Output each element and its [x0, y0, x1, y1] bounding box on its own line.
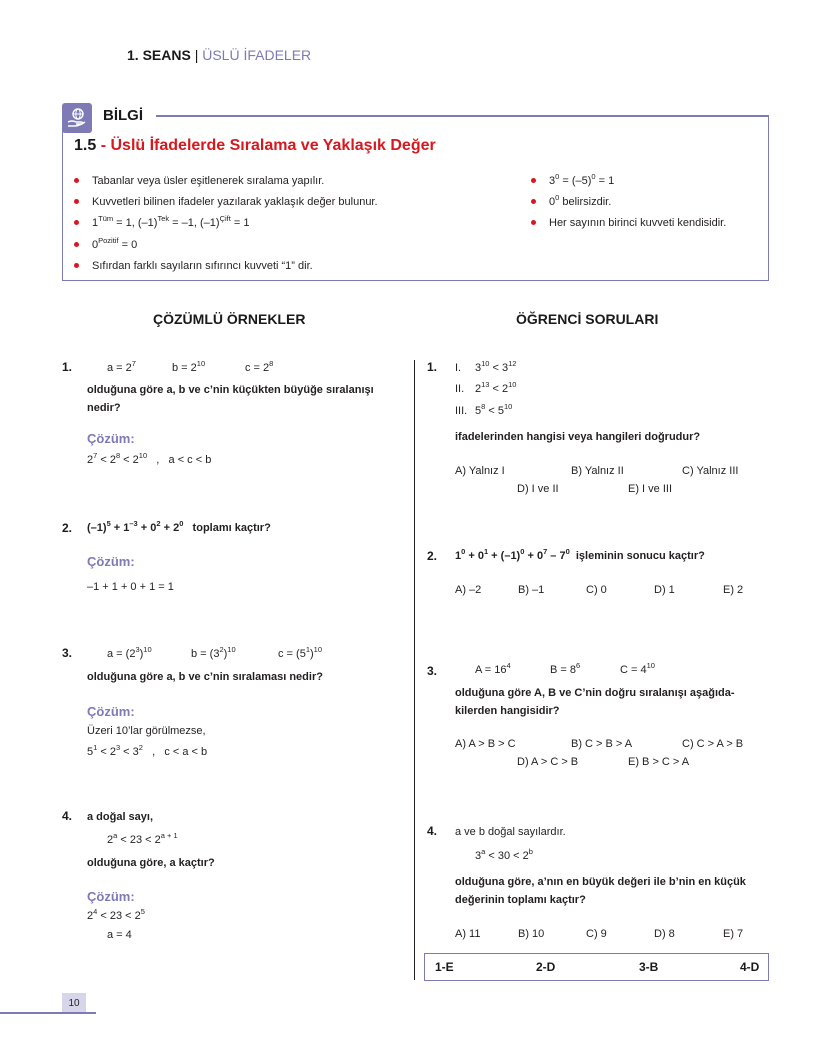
option-e[interactable]: E) I ve III: [628, 483, 673, 495]
student-questions-heading: ÖĞRENCİ SORULARI: [516, 311, 659, 327]
answer-key-item: 1-E: [435, 960, 454, 974]
solved-q3-number: 3.: [62, 646, 73, 660]
info-bullet: [92, 236, 138, 251]
solution-label: Çözüm:: [87, 704, 135, 719]
math-part: (–1): [87, 522, 107, 534]
math-exp: 3: [115, 743, 121, 752]
math-exp: 10: [227, 645, 236, 654]
bullet-dot-icon: [531, 199, 536, 204]
student-q4-given: a ve b doğal sayılardır.: [455, 826, 566, 838]
solved-q1-solution: [87, 451, 212, 466]
math-part: 5: [475, 405, 482, 417]
math-part: 1: [455, 550, 462, 562]
math-part: = (–5): [559, 175, 592, 187]
info-box-top-rule: [156, 115, 769, 117]
student-q1-item: [455, 380, 517, 395]
solved-q2-solution: –1 + 1 + 0 + 1 = 1: [87, 581, 174, 593]
solved-q4-inequality: [107, 831, 178, 846]
bullet-dot-icon: [531, 220, 536, 225]
math-part: c = 2: [245, 362, 270, 374]
math-part: 2: [475, 383, 482, 395]
math-exp: 1: [483, 547, 489, 556]
math-exp: 10: [313, 645, 323, 654]
math-exp: 0: [565, 547, 570, 556]
math-exp: b: [528, 847, 533, 856]
bullet-text: Tabanlar veya üsler eşitlenerek sıralama yapılır.: [92, 175, 325, 187]
math-exp: 7: [543, 547, 548, 556]
math-exp: 12: [508, 359, 517, 368]
math-part: işleminin sonucu kaçtır?: [569, 550, 705, 562]
math-exp: 2: [219, 645, 224, 654]
math-part: , a < c < b: [147, 454, 212, 466]
session-label: 1. SEANS: [127, 47, 191, 63]
math-exp: 1: [305, 645, 310, 654]
option-e[interactable]: E) 7: [723, 928, 744, 940]
student-q4-inequality: [475, 847, 533, 862]
option-d[interactable]: D) 8: [654, 928, 675, 940]
answer-key-item: 2-D: [536, 960, 556, 974]
math-part: = 0: [118, 239, 138, 251]
math-part: < 5: [485, 405, 504, 417]
math-exp: 8: [269, 359, 274, 368]
math-exp: 5: [140, 907, 145, 916]
student-q3-text-cont: kilerden hangisidir?: [455, 705, 560, 717]
math-part: B = 8: [550, 664, 576, 676]
solved-q1-text: olduğuna göre a, b ve c’nin küçükten büyüğe sıralanışı: [87, 384, 374, 396]
info-bullet: [92, 260, 313, 272]
math-exp: Tüm: [98, 214, 114, 223]
math-part: < 3: [120, 746, 139, 758]
bullet-dot-icon: [74, 178, 79, 183]
math-part: ): [139, 648, 144, 660]
math-part: 2: [87, 910, 94, 922]
math-exp: Çift: [219, 214, 231, 223]
student-q3-text: olduğuna göre A, B ve C’nin doğru sıralanışı aşağıda-: [455, 687, 735, 699]
roman-numeral: II.: [455, 383, 465, 395]
topic-number: 1.5: [74, 137, 97, 154]
solved-q4-number: 4.: [62, 809, 73, 823]
math-exp: 10: [481, 359, 490, 368]
math-exp: 0: [461, 547, 466, 556]
option-b[interactable]: B) Yalnız II: [571, 465, 624, 477]
math-exp: 4: [93, 907, 98, 916]
math-exp: 0: [555, 193, 560, 202]
solved-q4-solution: [87, 907, 145, 922]
math-part: 2: [87, 454, 94, 466]
student-q2-text: [455, 547, 705, 562]
option-a[interactable]: A) 11: [455, 928, 481, 940]
topic-dash: -: [100, 137, 107, 154]
option-e[interactable]: E) 2: [723, 584, 744, 596]
math-exp: 0: [520, 547, 525, 556]
info-bullet: [92, 214, 250, 229]
solution-label: Çözüm:: [87, 554, 135, 569]
math-part: + 0: [465, 550, 484, 562]
math-part: toplamı kaçtır?: [183, 522, 271, 534]
option-c[interactable]: C) Yalnız III: [682, 465, 739, 477]
math-exp: 5: [106, 519, 111, 528]
math-part: + 2: [160, 522, 180, 534]
column-divider: [414, 360, 415, 980]
roman-numeral: III.: [455, 405, 468, 417]
math-part: 3: [475, 362, 482, 374]
page-header: [127, 47, 311, 63]
math-part: + 1: [110, 522, 130, 534]
bullet-text: Kuvvetleri bilinen ifadeler yazılarak yaklaşık değer bulunur.: [92, 196, 378, 208]
math-exp: 2: [138, 743, 143, 752]
math-exp: 2: [156, 519, 161, 528]
math-exp: 10: [503, 402, 513, 411]
math-exp: 10: [646, 661, 655, 670]
bullet-dot-icon: [531, 178, 536, 183]
solved-q4-answer: a = 4: [107, 929, 132, 941]
option-b[interactable]: B) C > B > A: [571, 738, 633, 750]
math-part: a = 2: [107, 362, 132, 374]
student-q4-text-cont: değerinin toplamı kaçtır?: [455, 894, 586, 906]
option-c[interactable]: C) 0: [586, 584, 607, 596]
student-q3-b: [550, 661, 581, 676]
option-e[interactable]: E) B > C > A: [628, 756, 690, 768]
math-part: belirsizdir.: [559, 196, 612, 208]
math-exp: 0: [591, 172, 596, 181]
solved-q3-b: [191, 645, 236, 660]
math-part: 0: [92, 239, 99, 251]
solved-q3-solution-note: Üzeri 10’lar görülmezse,: [87, 725, 206, 737]
info-bullet: [549, 193, 612, 208]
bullet-text: Her sayının birinci kuvveti kendisidir.: [549, 217, 727, 229]
math-part: C = 4: [620, 664, 647, 676]
bullet-dot-icon: [74, 242, 79, 247]
option-d[interactable]: D) I ve II: [517, 483, 559, 495]
math-exp: 0: [555, 172, 560, 181]
math-exp: Pozitif: [98, 236, 119, 245]
student-q3-a: [475, 661, 511, 676]
solved-q2-number: 2.: [62, 521, 73, 535]
option-d[interactable]: D) 1: [654, 584, 675, 596]
math-part: , c < a < b: [142, 746, 208, 758]
student-q2-number: 2.: [427, 549, 438, 563]
math-part: < 3: [489, 362, 509, 374]
bullet-text: Sıfırdan farklı sayıların sıfırıncı kuvveti “1” dir.: [92, 260, 313, 272]
option-d[interactable]: D) A > C > B: [517, 756, 579, 768]
student-q1-item: [455, 402, 513, 417]
math-part: ): [310, 648, 314, 660]
student-q3-number: 3.: [427, 664, 438, 678]
math-part: 3: [475, 850, 482, 862]
math-part: < 23 < 2: [117, 834, 161, 846]
solved-q4-text: olduğuna göre, a kaçtır?: [87, 857, 215, 869]
topic-title: [74, 137, 436, 155]
math-exp: 10: [508, 380, 517, 389]
info-bullet: [549, 172, 615, 187]
solved-q3-c: [278, 645, 323, 660]
math-exp: 7: [93, 451, 98, 460]
math-exp: 8: [115, 451, 121, 460]
math-part: 2: [107, 834, 114, 846]
bullet-dot-icon: [74, 199, 79, 204]
math-exp: 7: [131, 359, 136, 368]
math-part: < 23 < 2: [97, 910, 141, 922]
math-part: 1: [92, 217, 99, 229]
option-c[interactable]: C) C > A > B: [682, 738, 744, 750]
option-c[interactable]: C) 9: [586, 928, 607, 940]
student-q3-c: [620, 661, 655, 676]
solved-q1-text-cont: nedir?: [87, 402, 121, 414]
math-part: 3: [549, 175, 556, 187]
topic-title-text: Üslü İfadelerde Sıralama ve Yaklaşık Değer: [110, 137, 436, 154]
math-exp: 10: [138, 451, 148, 460]
solved-q3-a: [107, 645, 152, 660]
header-separator: |: [194, 47, 199, 63]
math-part: a = (2: [107, 648, 136, 660]
math-exp: a: [481, 847, 486, 856]
math-exp: a + 1: [160, 831, 178, 840]
math-part: = 1, (–1): [113, 217, 158, 229]
student-q1-number: 1.: [427, 360, 438, 374]
info-bullet: [549, 217, 726, 229]
math-part: b = 2: [172, 362, 197, 374]
math-part: + 0: [137, 522, 157, 534]
math-part: < 2: [97, 746, 116, 758]
info-bullet: [92, 175, 324, 187]
math-exp: 13: [481, 380, 490, 389]
bullet-dot-icon: [74, 220, 79, 225]
math-exp: 10: [143, 645, 152, 654]
solved-q3-text: olduğuna göre a, b ve c’nin sıralaması nedir?: [87, 671, 323, 683]
info-label: BİLGİ: [103, 107, 149, 124]
student-q1-text: ifadelerinden hangisi veya hangileri doğrudur?: [455, 431, 701, 443]
solved-q3-solution: [87, 743, 208, 758]
answer-key: [424, 953, 769, 981]
math-part: A = 16: [475, 664, 507, 676]
math-exp: 10: [196, 359, 206, 368]
math-part: < 30 < 2: [485, 850, 529, 862]
math-part: – 7: [547, 550, 566, 562]
student-q1-item: [455, 359, 517, 374]
math-exp: 3: [135, 645, 140, 654]
topic-label: ÜSLÜ İFADELER: [202, 47, 312, 63]
math-part: + 0: [524, 550, 544, 562]
student-q4-text: olduğuna göre, a’nın en büyük değeri ile b’nin en küçük: [455, 876, 746, 888]
math-part: < 2: [97, 454, 116, 466]
bullet-dot-icon: [74, 263, 79, 268]
info-bullet: [92, 196, 378, 208]
math-part: 5: [87, 746, 94, 758]
solved-q1-b: [172, 359, 206, 374]
math-part: < 2: [489, 383, 509, 395]
solved-q2-text: [87, 519, 271, 534]
solved-q4-given: a doğal sayı,: [87, 811, 154, 823]
math-part: < 2: [120, 454, 139, 466]
solved-examples-heading: ÇÖZÜMLÜ ÖRNEKLER: [153, 311, 306, 327]
answer-key-item: 3-B: [639, 960, 659, 974]
math-exp: –3: [129, 519, 138, 528]
math-part: ): [223, 648, 228, 660]
answer-key-item: 4-D: [740, 960, 760, 974]
math-part: c = (5: [278, 648, 306, 660]
math-part: + (–1): [488, 550, 521, 562]
math-part: = –1, (–1): [169, 217, 220, 229]
hand-globe-icon: [66, 107, 88, 129]
math-part: 0: [549, 196, 556, 208]
roman-numeral: I.: [455, 362, 462, 374]
math-exp: 8: [481, 402, 486, 411]
solution-label: Çözüm:: [87, 431, 135, 446]
page-number: 10: [62, 993, 86, 1013]
student-q4-number: 4.: [427, 824, 438, 838]
math-exp: a: [113, 831, 118, 840]
option-b[interactable]: B) 10: [518, 928, 545, 940]
math-part: = 1: [230, 217, 250, 229]
math-part: = 1: [595, 175, 615, 187]
math-exp: 6: [576, 661, 581, 670]
solved-q1-c: [245, 359, 274, 374]
solved-q1-a: [107, 359, 136, 374]
option-b[interactable]: B) –1: [518, 584, 545, 596]
option-a[interactable]: A) Yalnız I: [455, 465, 505, 477]
solution-label: Çözüm:: [87, 889, 135, 904]
math-exp: 4: [506, 661, 511, 670]
math-exp: 0: [179, 519, 184, 528]
math-exp: Tek: [157, 214, 170, 223]
math-part: b = (3: [191, 648, 220, 660]
option-a[interactable]: A) –2: [455, 584, 482, 596]
math-exp: 1: [93, 743, 98, 752]
footer-rule: [0, 1012, 96, 1014]
option-a[interactable]: A) A > B > C: [455, 738, 516, 750]
solved-q1-number: 1.: [62, 360, 73, 374]
info-hand-globe-icon: [62, 103, 92, 133]
